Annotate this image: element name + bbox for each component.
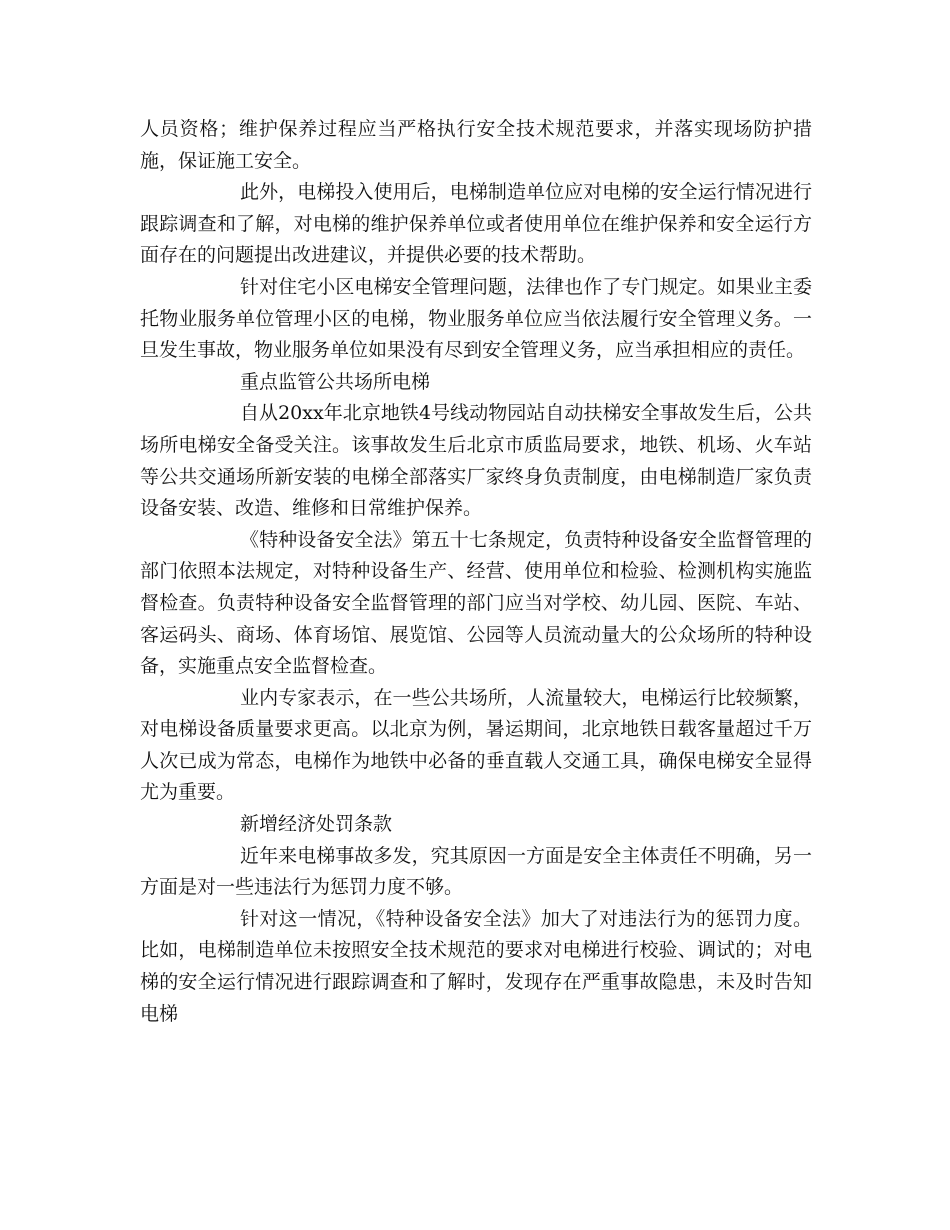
paragraph-3: 针对住宅小区电梯安全管理问题，法律也作了专门规定。如果业主委托物业服务单位管理小区的电梯，物业服务单位应当依法履行安全管理义务。一旦发生事故，物业服务单位如果没有尽到安全管理义务，应当承担相应的责任。 <box>140 275 812 362</box>
paragraph-8: 针对这一情况，《特种设备安全法》加大了对违法行为的惩罚力度。比如，电梯制造单位未按照安全技术规范的要求对电梯进行校验、调试的；对电梯的安全运行情况进行跟踪调查和了解时，发现存在严重事故隐患，未及时告知电梯 <box>140 907 812 1025</box>
paragraph-6: 业内专家表示，在一些公共场所，人流量较大，电梯运行比较频繁，对电梯设备质量要求更高。以北京为例，暑运期间，北京地铁日载客量超过千万人次已成为常态，电梯作为地铁中必备的垂直载人交通工具，确保电梯安全显得尤为重要。 <box>140 686 812 804</box>
paragraph-4: 自从20xx年北京地铁4号线动物园站自动扶梯安全事故发生后，公共场所电梯安全备受关注。该事故发生后北京市质监局要求，地铁、机场、火车站等公共交通场所新安装的电梯全部落实厂家终身负责制度，由电梯制造厂家负责设备安装、改造、维修和日常维护保养。 <box>140 402 812 520</box>
section-heading-penalties: 新增经济处罚条款 <box>240 813 393 836</box>
paragraph-1: 人员资格；维护保养过程应当严格执行安全技术规范要求，并落实现场防护措施，保证施工安全。 <box>140 118 812 172</box>
paragraph-5: 《特种设备安全法》第五十七条规定，负责特种设备安全监督管理的部门依照本法规定，对特种设备生产、经营、使用单位和检验、检测机构实施监督检查。负责特种设备安全监督管理的部门应当对学校、幼儿园、医院、车站、客运码头、商场、体育场馆、展览馆、公园等人员流动量大的公众场所的特种设备，实施重点安全监督检查。 <box>140 528 812 678</box>
document-body <box>140 114 812 1030</box>
section-heading-public-elevators: 重点监管公共场所电梯 <box>240 370 431 393</box>
paragraph-7: 近年来电梯事故多发，究其原因一方面是安全主体责任不明确，另一方面是对一些违法行为惩罚力度不够。 <box>140 844 812 899</box>
paragraph-2: 此外，电梯投入使用后，电梯制造单位应对电梯的安全运行情况进行跟踪调查和了解，对电梯的维护保养单位或者使用单位在维护保养和安全运行方面存在的问题提出改进建议，并提供必要的技术帮助。 <box>140 181 812 267</box>
